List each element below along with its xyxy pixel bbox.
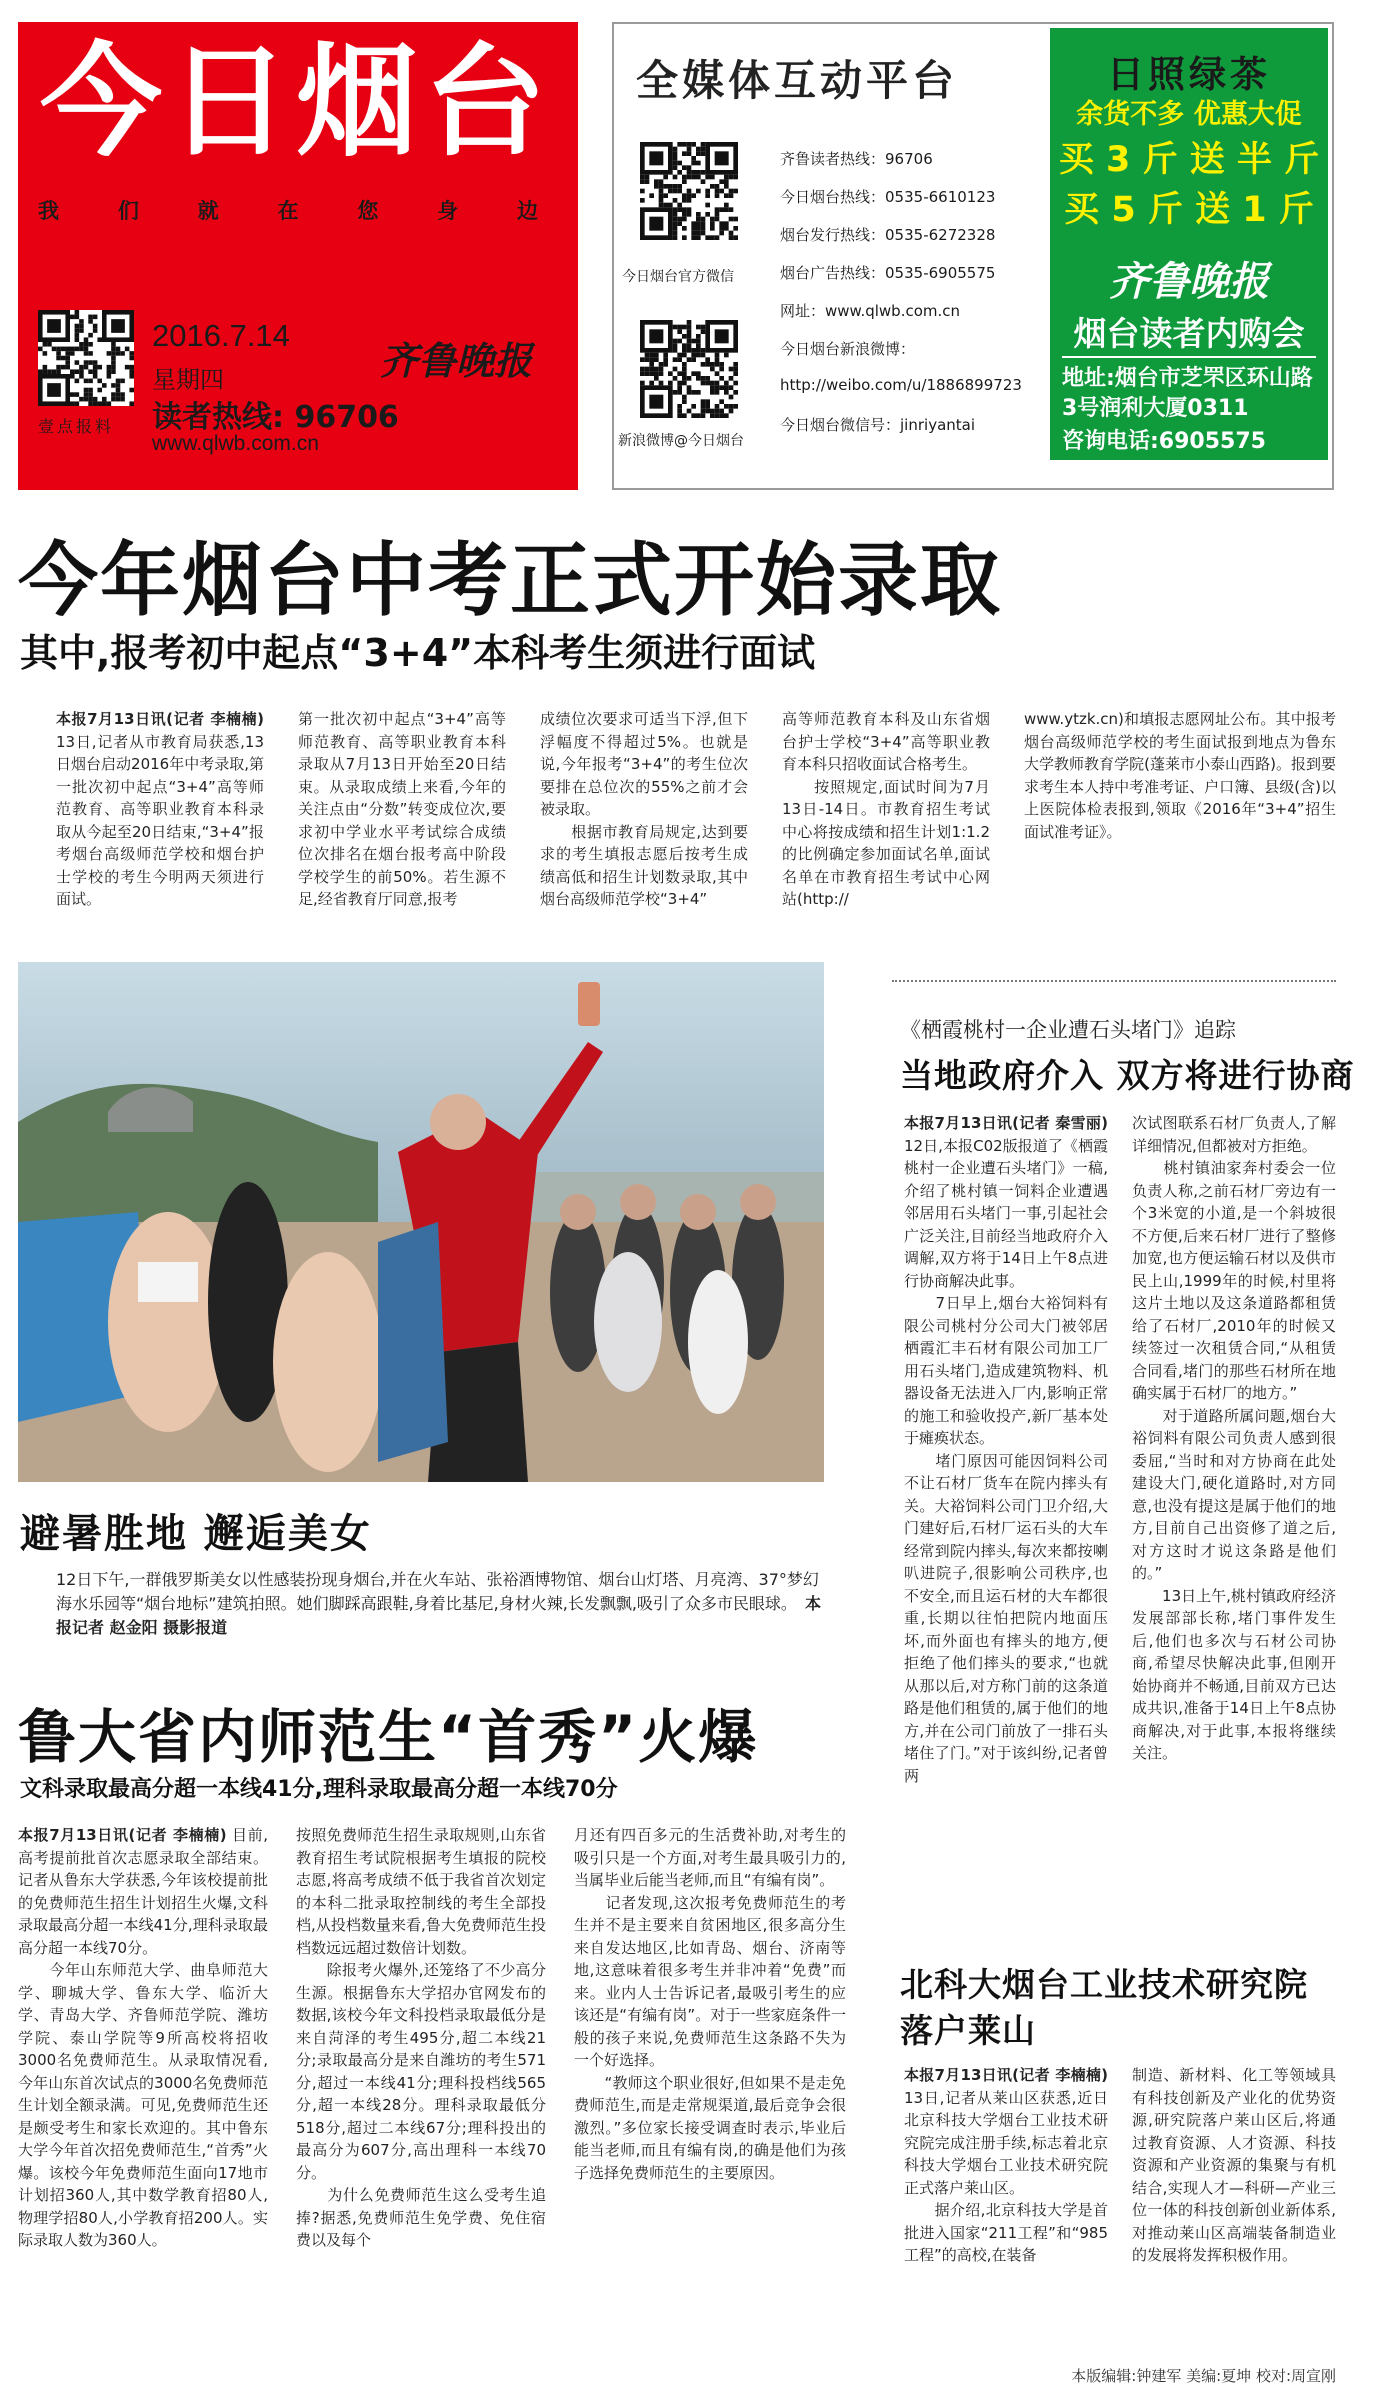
- contact-line: 烟台发行热线：0535-6272328: [780, 226, 996, 244]
- contact-line: 今日烟台微信号：jinriyantai: [780, 416, 976, 434]
- article-column: 本报7月13日讯(记者 李楠楠) 13日,记者从市教育局获悉,13日烟台启动2016年中考录取,第一批次初中起点“3+4”高等师范教育、高等职业教育本科录取从今起至20日结束,“3+4”报考烟台高级师范学校和烟台护士学校的考生今明两天须进行面试。: [56, 710, 264, 908]
- website-url[interactable]: www.qlwb.com.cn: [152, 432, 319, 455]
- slogan-char: 您: [357, 199, 379, 223]
- article-column: 成绩位次要求可适当下浮,但下浮幅度不得超过5%。也就是说,今年报考“3+4”的考生位次要排在总位次的55%之前才会被录取。 根据市教育局规定,达到要求的考生填报志愿后按考生成绩高低和招生计划数录取,其中烟台高级师范学校“3+4”: [540, 710, 748, 908]
- contact-line[interactable]: 网址：www.qlwb.com.cn: [780, 302, 961, 320]
- issue-date: 2016.7.14: [152, 318, 290, 353]
- promo-line: 买 3 斤 送 半 斤: [1058, 140, 1320, 180]
- article-column: 月还有四百多元的生活费补助,对考生的吸引只是一个方面,对考生最具吸引力的,当属毕业后能当老师,而且“有编有岗”。 记者发现,这次报考免费师范生的考生并不是主要来自贫困地区,很多高分生来自发达地区,比如青岛、烟台、济南等地,这意味着很多考生并非冲着“免费”而来。业内人士告诉记者,最吸引考生的应该还是“有编有岗”。对于一些家庭条件一般的孩子来说,免费师范生这条路不失为一个好选择。 “教师这个职业很好,但如果不是走免费师范生,而是走常规渠道,最后竞争会很激烈。”多位家长接受调查时表示,毕业后能当老师,而且有编有岗,的确是他们为孩子选择免费师范生的主要原因。: [574, 1826, 846, 2182]
- main-headline: 今年烟台中考正式开始录取: [18, 534, 1002, 627]
- second-subhead: 文科录取最高分超一本线41分,理科录取最高分超一本线70分: [20, 1777, 618, 1802]
- issue-weekday: 星期四: [152, 366, 224, 394]
- article-column: 制造、新材料、化工等领域具有科技创新及产业化的优势资源,研究院落户莱山区后,将通过教育资源、人才资源、科技资源和产业资源的集聚与有机结合,实现人才—科研—产业三位一体的科技创新创业新体系,对推动莱山区高端装备制造业的发展将发挥积极作用。: [1132, 2066, 1336, 2264]
- newspaper-brand: 齐鲁晚报: [380, 338, 533, 383]
- reader-hotline: 读者热线: 96706: [152, 400, 399, 435]
- photo-caption: 12日下午,一群俄罗斯美女以性感装扮现身烟台,并在火车站、张裕酒博物馆、烟台山灯塔、月亮湾、37°梦幻海水乐园等“烟台地标”建筑拍照。她们脚踩高跟鞋,身着比基尼,身材火辣,长发飘飘,吸引了众多市民眼球。 本报记者 赵金阳 摄影报道: [56, 1570, 821, 1637]
- masthead-qr-code-icon: [38, 310, 134, 406]
- photo-credit: 本报记者 赵金阳 摄影报道: [56, 1594, 821, 1637]
- promo-brand: 齐鲁晚报: [1109, 258, 1269, 305]
- promo-event: 烟台读者内购会: [1073, 314, 1305, 353]
- article-column: 次试图联系石材厂负责人,了解详细情况,但都被对方拒绝。 桃村镇油家奔村委会一位负责人称,之前石材厂旁边有一个3米宽的小道,是一个斜坡很不方便,后来石材厂进行了整修加宽,也方便运输石材以及供市民上山,1999年的时候,村里将这片土地以及这条道路都租赁给了石材厂,2010年的时候又续签过一次租赁合同,“从租赁合同看,堵门的那些石材所在地确实属于石材厂的地方。” 对于道路所属问题,烟台大裕饲料有限公司负责人感到很委屈,“当时和对方协商在此处建设大门,硬化道路时,对方同意,也没有提这是属于他们的地方,目前自己出资修了道之后,对方这时才说这条路是他们的。” 13日上午,桃村镇政府经济发展部部长称,堵门事件发生后,他们也多次与石材公司协商,希望尽快解决此事,但刚开始协商并不畅通,目前双方已达成共识,准备于14日上午8点协商解决,对于此事,本报将继续关注。: [1132, 1114, 1336, 1762]
- contact-line: 齐鲁读者热线：96706: [780, 150, 933, 168]
- follow-up-tag: 《栖霞桃村一企业遭石头堵门》追踪: [900, 1018, 1236, 1042]
- promo-title: 日照绿茶: [1107, 53, 1271, 96]
- article-column: www.ytzk.cn)和填报志愿网址公布。其中报考烟台高级师范学校的考生面试报到地点为鲁东大学教师教育学院(蓬莱市小泰山西路)。报到要求考生本人持中考准考证、户口簿、县级(含)以上医院体检表报到,领取《2016年“3+4”招生面试准考证》。: [1024, 710, 1336, 841]
- masthead-slogan: [38, 195, 538, 225]
- contact-line[interactable]: http://weibo.com/u/1886899723: [780, 376, 1022, 394]
- media-platform-title: 全媒体互动平台: [636, 56, 959, 105]
- promo-line: 余货不多 优惠大促: [1076, 99, 1302, 130]
- article-column: 高等师范教育本科及山东省烟台护士学校“3+4”高等职业教育本科只招收面试合格考生。 按照规定,面试时间为7月13日-14日。市教育招生考试中心将按成绩和招生计划1:1.2的比例确定参加面试名单,面试名单在市教育招生考试中心网站(http://: [782, 710, 990, 908]
- article-column: 本报7月13日讯(记者 李楠楠) 目前,高考提前批首次志愿录取全部结束。记者从鲁东大学获悉,今年该校提前批的免费师范生招生计划招生火爆,文科录取最高分超一本线41分,理科录取最高分超一本线70分。 今年山东师范大学、曲阜师范大学、聊城大学、鲁东大学、临沂大学、青岛大学、齐鲁师范学院、潍坊学院、泰山学院等9所高校将招收3000名免费师范生。从录取情况看,今年山东首次试点的3000名免费师范生计划全额录满。可见,免费师范生还是颇受考生和家长欢迎的。其中鲁东大学今年首次招免费师范生,“首秀”火爆。该校今年免费师范生面向17地市计划招360人,其中数学教育招80人,物理学招80人,小学教育招200人。实际录取人数为360人。: [18, 1826, 268, 2249]
- contact-line: 今日烟台热线：0535-6610123: [780, 188, 996, 206]
- slogan-char: 就: [197, 199, 219, 223]
- promo-line: 买 5 斤 送 1 斤: [1064, 190, 1314, 230]
- slogan-char: 边: [516, 199, 538, 223]
- bk-headline: 北科大烟台工业技术研究院落户莱山: [900, 1965, 1308, 2050]
- slogan-char: 们: [117, 199, 139, 223]
- contact-line: 烟台广告热线：0535-6905575: [780, 264, 996, 282]
- article-column: 按照免费师范生招生录取规则,山东省教育招生考试院根据考生填报的院校志愿,将高考成绩不低于我省首次划定的本科二批录取控制线的考生全部投档,从投档数量来看,鲁大免费师范生投档数远远超过数倍计划数。 除报考火爆外,还笼络了不少高分生源。根据鲁东大学招办官网发布的数据,该校今年文科投档录取最低分是来自菏泽的考生495分,超二本线21分;录取最高分是来自潍坊的考生571分,超过一本线41分;理科投档线565分,超一本线28分。理科录取最低分518分,超过二本线67分;理科投出的最高分为607分,高出理科一本线70分。 为什么免费师范生这么受考生追捧?据悉,免费师范生免学费、免住宿费以及每个: [296, 1826, 546, 2249]
- promo-divider: [1062, 356, 1316, 358]
- promo-address: 地址:烟台市芝罘区环山路3号润利大厦0311: [1062, 366, 1313, 421]
- main-subhead: 其中,报考初中起点“3+4”本科考生须进行面试: [20, 631, 816, 675]
- news-photo: [18, 962, 824, 1482]
- slogan-char: 我: [38, 199, 59, 223]
- follow-up-headline: 当地政府介入 双方将进行协商: [900, 1056, 1355, 1095]
- article-column: 本报7月13日讯(记者 秦雪丽) 12日,本报C02版报道了《栖霞桃村一企业遭石头堵门》一稿,介绍了桃村镇一饲料企业遭遇邻居用石头堵门一事,引起社会广泛关注,目前经当地政府介入调解,双方将于14日上午8点进行协商解决此事。 7日早上,烟台大裕饲料有限公司桃村分公司大门被邻居栖霞汇丰石材有限公司加工厂用石头堵门,造成建筑物料、机器设备无法进入厂内,影响正常的施工和验收投产,新厂基本处于瘫痪状态。 堵门原因可能因饲料公司不让石材厂货车在院内摔头有关。大裕饲料公司门卫介绍,大门建好后,石材厂运石头的大车经常到院内摔头,每次来都按喇叭进院子,很影响公司秩序,也不安全,而且运石材的大车都很重,长期以往怕把院内地面压坏,而外面也有摔头的地方,便拒绝了他们摔头的要求,“也就从那以后,对方称门前的这条道路是他们租赁的,属于他们的地方,并在公司门前放了一排石头堵住了门。”对于该纠纷,记者曾两: [904, 1114, 1108, 1785]
- slogan-char: 身: [437, 199, 459, 223]
- newspaper-logo: 今日烟台: [40, 29, 552, 173]
- promo-phone: 咨询电话:6905575: [1062, 429, 1266, 454]
- article-column: 本报7月13日讯(记者 李楠楠) 13日,记者从莱山区获悉,近日北京科技大学烟台工业技术研究院完成注册手续,标志着北京科技大学烟台工业技术研究院正式落户莱山区。 据介绍,北京科技大学是首批进入国家“211工程”和“985工程”的高校,在装备: [904, 2066, 1108, 2264]
- contact-line: 今日烟台新浪微博：: [780, 340, 916, 358]
- photo-headline: 避暑胜地 邂逅美女: [20, 1511, 372, 1557]
- wechat-qr-code-icon: [640, 142, 738, 240]
- page-credits: 本版编辑:钟建军 美编:夏坤 校对:周宣刚: [1071, 2367, 1336, 2385]
- weibo-qr-code-icon: [640, 320, 738, 418]
- qr-label: 壹点报料: [38, 417, 115, 436]
- weibo-label: 新浪微博@今日烟台: [618, 433, 744, 449]
- second-headline: 鲁大省内师范生“首秀”火爆: [18, 1703, 759, 1771]
- slogan-char: 在: [277, 199, 299, 223]
- wechat-label: 今日烟台官方微信: [622, 269, 734, 285]
- section-divider: [892, 980, 1336, 982]
- article-column: 第一批次初中起点“3+4”高等师范教育、高等职业教育本科录取从7月13日开始至20日结束。从录取成绩上来看,今年的关注点由“分数”转变成位次,要求初中学业水平考试综合成绩位次排名在烟台报考高中阶段学校学生的前50%。若生源不足,经省教育厅同意,报考: [298, 710, 506, 908]
